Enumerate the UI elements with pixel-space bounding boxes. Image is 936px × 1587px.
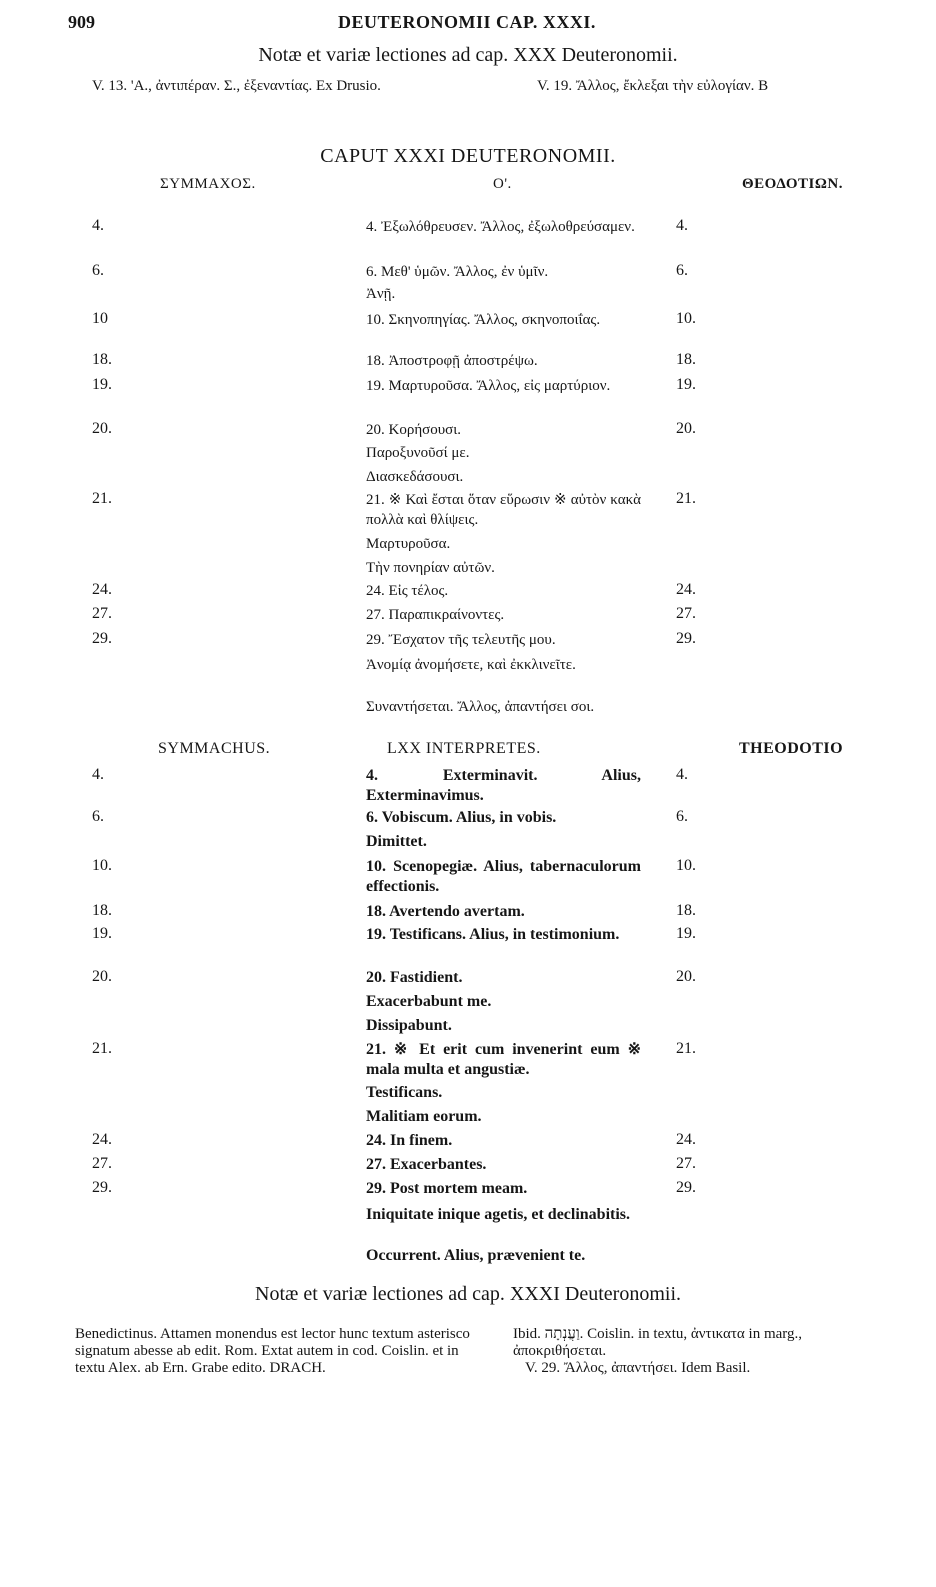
latin-verse-theodotion: 21. xyxy=(676,1040,696,1057)
greek-verse-theodotion: 21. xyxy=(676,490,696,507)
greek-verse-theodotion: 20. xyxy=(676,420,696,437)
latin-lection: Testificans. xyxy=(366,1084,443,1101)
notes-title-cap31: Notæ et variæ lectiones ad cap. XXXI Deuteronomii. xyxy=(255,1283,681,1305)
greek-lection: 10. Σκηνοπηγίας. Ἄλλος, σκηνοποιΐας. xyxy=(366,312,601,328)
greek-lection: Ἀνομίᾳ ἀνομήσετε, καὶ ἐκκλινεῖτε. xyxy=(366,657,576,673)
latin-lection: 19. Testificans. Alius, in testimonium. xyxy=(366,926,620,943)
greek-lection: 18. Ἀποστροφῇ ἀποστρέψω. xyxy=(366,353,538,369)
greek-lection: Διασκεδάσουσι. xyxy=(366,469,464,485)
latin-lection: 24. In finem. xyxy=(366,1132,453,1149)
latin-lection: 21. ※ Et erit cum invenerint eum ※ mala multa et angustiæ. xyxy=(366,1041,641,1078)
latin-verse-symmachus: 24. xyxy=(92,1131,112,1148)
latin-verse-theodotion: 6. xyxy=(676,808,688,825)
footnote-signature: DRACH. xyxy=(269,1360,326,1376)
greek-verse-theodotion: 6. xyxy=(676,262,688,279)
greek-lection: Παροξυνοῦσί με. xyxy=(366,445,470,461)
greek-verse-theodotion: 19. xyxy=(676,376,696,393)
col-head-lxx-greek: Ο'. xyxy=(493,176,512,192)
greek-verse-symmachus: 20. xyxy=(92,420,112,437)
greek-verse-symmachus: 19. xyxy=(92,376,112,393)
latin-lection: Occurrent. Alius, prævenient te. xyxy=(366,1247,586,1264)
latin-verse-theodotion: 20. xyxy=(676,968,696,985)
greek-verse-theodotion: 18. xyxy=(676,351,696,368)
greek-lection: 27. Παραπικραίνοντες. xyxy=(366,607,505,623)
greek-lection: 20. Κορήσουσι. xyxy=(366,422,462,438)
greek-lection: 19. Μαρτυροῦσα. Ἄλλος, εἰς μαρτύριον. xyxy=(366,378,611,394)
running-title: DEUTERONOMII CAP. XXXI. xyxy=(338,12,596,32)
footnote-left-text: Benedictinus. Attamen monendus est lector hunc textum asterisco signatum abesse ab edit. Rom. Extat autem in cod. Coislin. et in textu Alex. ab Ern. Grabe edito. xyxy=(75,1326,470,1376)
latin-lection: Dissipabunt. xyxy=(366,1017,452,1034)
latin-verse-theodotion: 24. xyxy=(676,1131,696,1148)
greek-lection: 24. Εἰς τέλος. xyxy=(366,583,449,599)
greek-verse-theodotion: 4. xyxy=(676,217,688,234)
latin-verse-theodotion: 10. xyxy=(676,857,696,874)
page-number: 909 xyxy=(68,12,95,32)
greek-verse-symmachus: 6. xyxy=(92,262,104,279)
latin-lection: 10. Scenopegiæ. Alius, tabernaculorum effectionis. xyxy=(366,858,641,895)
footnote-right-v29: V. 29. Ἄλλος, ἀπαντήσει. Idem Basil. xyxy=(525,1360,751,1376)
latin-verse-symmachus: 4. xyxy=(92,766,104,783)
greek-verse-theodotion: 10. xyxy=(676,310,696,327)
latin-lection: Malitiam eorum. xyxy=(366,1108,482,1125)
latin-lection: Iniquitate inique agetis, et declinabitis. xyxy=(366,1206,631,1223)
latin-verse-symmachus: 29. xyxy=(92,1179,112,1196)
latin-verse-symmachus: 20. xyxy=(92,968,112,985)
latin-verse-theodotion: 19. xyxy=(676,925,696,942)
latin-verse-symmachus: 18. xyxy=(92,902,112,919)
greek-verse-theodotion: 24. xyxy=(676,581,696,598)
latin-verse-theodotion: 27. xyxy=(676,1155,696,1172)
chapter-heading: CAPUT XXXI DEUTERONOMII. xyxy=(320,145,616,167)
col-head-lxx-latin: LXX INTERPRETES. xyxy=(387,740,541,757)
greek-verse-symmachus: 4. xyxy=(92,217,104,234)
latin-lection: Exacerbabunt me. xyxy=(366,993,492,1010)
notes-title-cap30: Notæ et variæ lectiones ad cap. XXX Deuteronomii. xyxy=(258,44,678,66)
greek-lection: Συναντήσεται. Ἄλλος, ἀπαντήσει σοι. xyxy=(366,699,595,715)
greek-lection: Ἀνῇ. xyxy=(366,286,396,302)
greek-verse-symmachus: 18. xyxy=(92,351,112,368)
footnote-right xyxy=(513,1326,848,1377)
latin-lection: 29. Post mortem meam. xyxy=(366,1180,528,1197)
col-head-symmachus-latin: SYMMACHUS. xyxy=(158,740,271,757)
col-head-theodotio-latin: THEODOTIO xyxy=(739,740,844,757)
latin-lection: 20. Fastidient. xyxy=(366,969,463,986)
greek-verse-symmachus: 29. xyxy=(92,630,112,647)
greek-verse-symmachus: 21. xyxy=(92,490,112,507)
latin-lection: 27. Exacerbantes. xyxy=(366,1156,487,1173)
greek-lection: 4. Ἐξωλόθρευσεν. Ἄλλος, ἐξωλοθρεύσαμεν. xyxy=(366,219,635,235)
greek-verse-symmachus: 27. xyxy=(92,605,112,622)
latin-verse-theodotion: 29. xyxy=(676,1179,696,1196)
latin-lection: 18. Avertendo avertam. xyxy=(366,903,525,920)
latin-verse-theodotion: 18. xyxy=(676,902,696,919)
latin-verse-theodotion: 4. xyxy=(676,766,688,783)
greek-lection: 21. ※ Καὶ ἔσται ὅταν εὕρωσιν ※ αὐτὸν κακὰ πολλὰ καὶ θλίψεις. xyxy=(366,492,641,528)
latin-verse-symmachus: 27. xyxy=(92,1155,112,1172)
latin-verse-symmachus: 19. xyxy=(92,925,112,942)
greek-verse-symmachus: 24. xyxy=(92,581,112,598)
latin-verse-symmachus: 6. xyxy=(92,808,104,825)
latin-lection: Dimittet. xyxy=(366,833,427,850)
footnote-right-ibid: Ibid. וַעֲנְתָה. Coislin. in textu, ἀντικατα in marg., ἀποκριθήσεται. xyxy=(513,1326,803,1359)
latin-verse-symmachus: 21. xyxy=(92,1040,112,1057)
greek-lection: Μαρτυροῦσα. xyxy=(366,536,451,552)
latin-verse-symmachus: 10. xyxy=(92,857,112,874)
footnote-left xyxy=(75,1326,487,1377)
col-head-symmachus-greek: ΣΥΜΜΑΧΟΣ. xyxy=(160,176,256,192)
latin-lection: 6. Vobiscum. Alius, in vobis. xyxy=(366,809,557,826)
greek-lection: 29. Ἔσχατον τῆς τελευτῆς μου. xyxy=(366,632,556,648)
note-v13: V. 13. 'Α., ἀντιπέραν. Σ., ἐξεναντίας. Ex Drusio. xyxy=(92,78,381,94)
greek-verse-symmachus: 10 xyxy=(92,310,108,327)
greek-lection: 6. Μεθ' ὑμῶν. Ἄλλος, ἐν ὑμῖν. xyxy=(366,264,549,280)
latin-lection: 4. Exterminavit. Alius, Exterminavimus. xyxy=(366,767,641,804)
note-v19: V. 19. Ἄλλος, ἔκλεξαι τὴν εὐλογίαν. B xyxy=(537,78,769,94)
greek-verse-theodotion: 29. xyxy=(676,630,696,647)
greek-lection: Τὴν πονηρίαν αὐτῶν. xyxy=(366,560,495,576)
greek-verse-theodotion: 27. xyxy=(676,605,696,622)
col-head-theodotion-greek: ΘΕΟΔΟΤΙΩΝ. xyxy=(742,176,843,192)
